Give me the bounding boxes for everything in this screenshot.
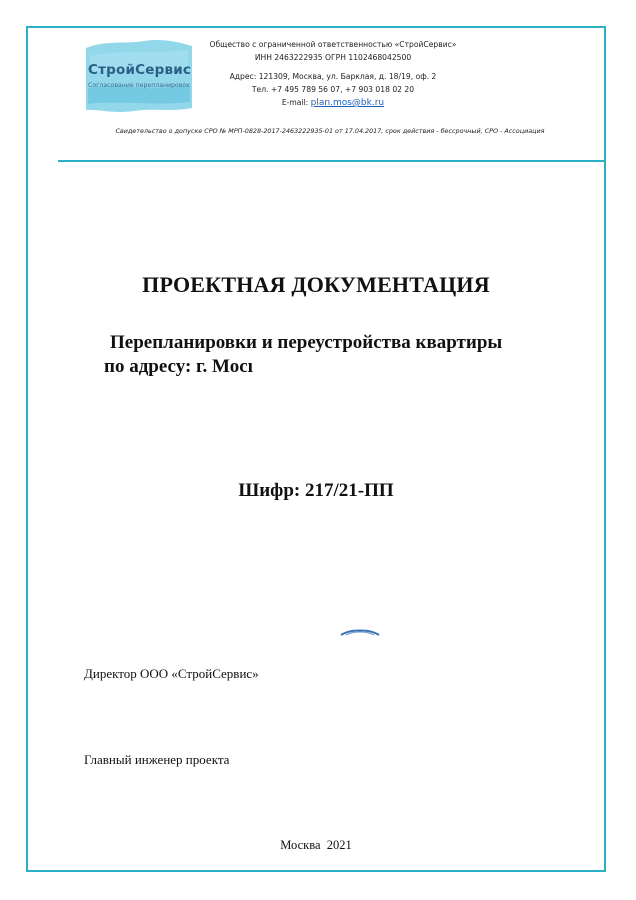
page-border [26,26,606,872]
stamp-fragment-icon [340,628,380,636]
document-cipher: Шифр: 217/21-ПП [238,480,394,501]
company-address: Адрес: 121309, Москва, ул. Барклая, д. 18/19, оф. 2 [229,72,437,81]
document-subtitle-line2: по адресу: г. Мосı [104,356,253,377]
company-phones: Тел. +7 495 789 56 07, +7 903 018 02 20 [251,85,415,94]
email-link[interactable]: plan.mos@bk.ru [310,98,385,108]
header-divider [58,160,606,162]
company-logo [84,38,194,114]
email-label: E-mail: [281,98,309,107]
company-email-row [198,96,468,110]
director-signature-label: Директор ООО «СтройСервис» [84,666,259,681]
company-registration: ИНН 2463222935 ОГРН 1102468042500 [254,53,412,62]
logo-tagline: Согласование перепланировок [88,82,190,89]
city-year: Москва 2021 [280,838,352,852]
document-subtitle-line1: Перепланировки и переустройства квартиры [110,332,503,353]
company-name: Общество с ограниченной ответственностью «СтройСервис» [209,40,457,49]
chief-engineer-signature-label: Главный инженер проекта [84,752,230,767]
company-details [198,38,468,110]
logo-brand-text: СтройСервис [88,62,192,78]
document-title: ПРОЕКТНАЯ ДОКУМЕНТАЦИЯ [142,272,490,297]
sro-certificate: Свидетельство о допуске СРО № МРП-0828-2017-2463222935-01 от 17.04.2017, срок действия - бессрочный, СРО - Ассоциация [115,127,545,135]
